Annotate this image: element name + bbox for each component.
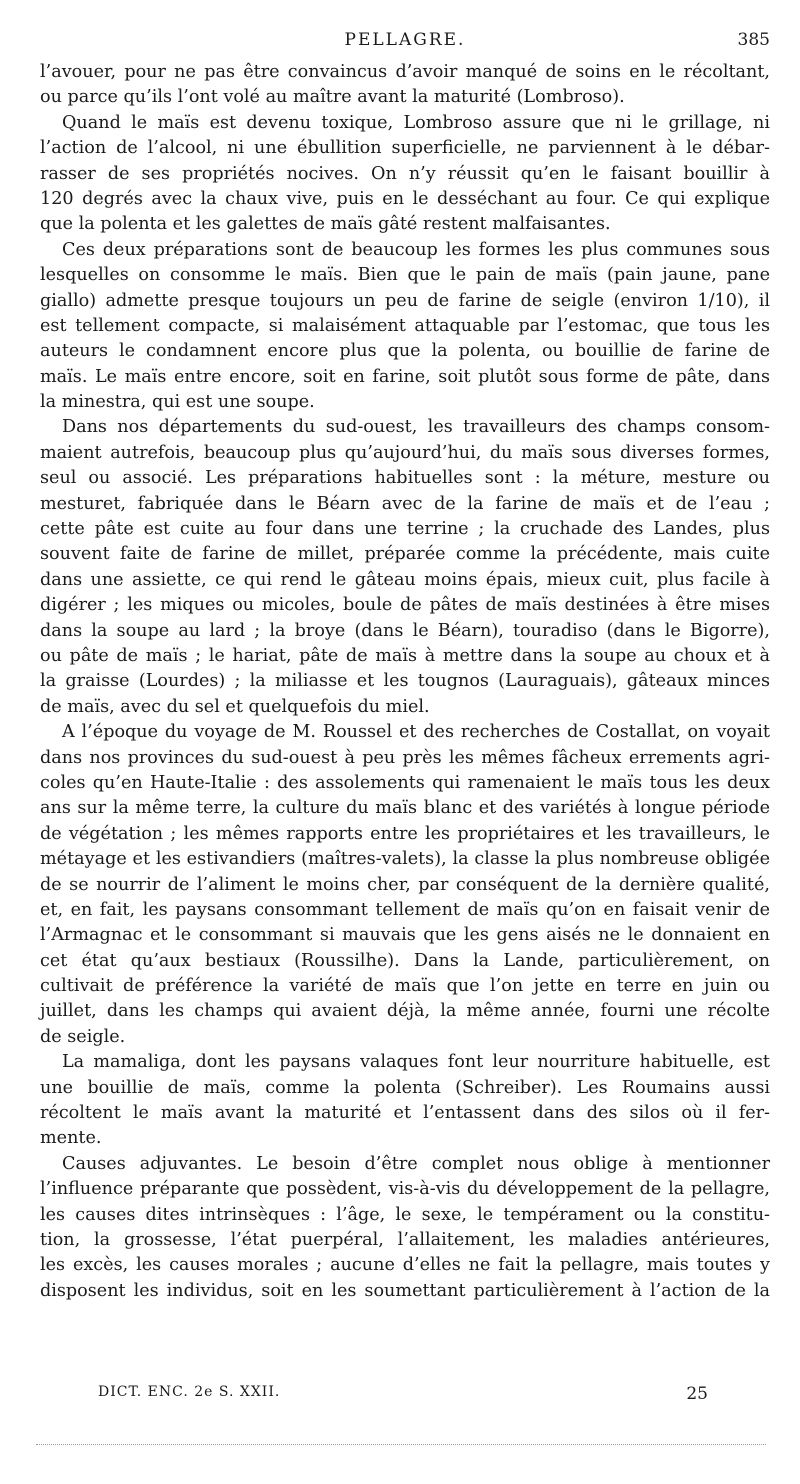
text-line: La mamaliga, dont les paysans valaques font leur nourriture habituelle, est (62, 1052, 770, 1073)
text-line: seul ou associé. Les préparations habituelles sont : la méture, mesture ou (40, 468, 770, 489)
text-line: de maïs, avec du sel et quelquefois du miel. (40, 696, 430, 717)
text-line: auteurs le condamnent encore plus que la polenta, ou bouillie de farine de (40, 341, 770, 362)
page-number: 385 (737, 30, 770, 50)
body-text (40, 60, 770, 1304)
text-line: les causes dites intrinsèques : l’âge, le sexe, le tempérament ou la constitu- (40, 1204, 770, 1225)
sheet-number: 25 (686, 1384, 708, 1404)
text-line: Causes adjuvantes. Le besoin d’être complet nous oblige à mentionner (62, 1153, 770, 1174)
text-line: récoltent le maïs avant la maturité et l’entassent dans des silos où il fer- (40, 1103, 770, 1124)
text-line: maïs. Le maïs entre encore, soit en farine, soit plutôt sous forme de pâte, dans (40, 366, 770, 387)
text-line: ans sur la même terre, la culture du maïs blanc et des variétés à longue période (40, 798, 770, 819)
text-line: métayage et les estivandiers (maîtres-valets), la classe la plus nombreuse obligée (40, 849, 770, 870)
text-line: coles qu’en Haute-Italie : des assolements qui ramenaient le maïs tous les deux (40, 772, 770, 793)
text-line: de seigle. (40, 1026, 126, 1047)
text-line: mente. (40, 1128, 102, 1149)
text-line: la minestra, qui est une soupe. (40, 392, 315, 413)
text-line: cet état qu’aux bestiaux (Roussilhe). Dans la Lande, particulièrement, on (40, 950, 770, 971)
text-line: ou parce qu’ils l’ont volé au maître avant la maturité (Lombroso). (40, 87, 625, 108)
text-line: une bouillie de maïs, comme la polenta (Schreiber). Les Roumains aussi (40, 1077, 770, 1098)
text-line: dans une assiette, ce qui rend le gâteau moins épais, mieux cuit, plus facile à (40, 569, 770, 590)
bottom-dotted-rule (36, 1444, 766, 1446)
text-line: rasser de ses propriétés nocives. On n’y réussit qu’en le faisant bouillir à (40, 163, 770, 184)
text-line: de végétation ; les mêmes rapports entre les propriétaires et les travailleurs, le (40, 823, 770, 844)
text-line: A l’époque du voyage de M. Roussel et des recherches de Costallat, on voyait (62, 722, 770, 743)
text-line: les excès, les causes morales ; aucune d’elles ne fait la pellagre, mais toutes y (40, 1255, 770, 1276)
text-line: l’Armagnac et le consommant si mauvais que les gens aisés ne le donnaient en (40, 925, 770, 946)
running-title: PELLAGRE. (344, 30, 466, 50)
text-line: lesquelles on consomme le maïs. Bien que le pain de maïs (pain jaune, pane (40, 265, 770, 286)
text-line: l’action de l’alcool, ni une ébullition superficielle, ne parviennent à le débar- (40, 138, 770, 159)
text-line: est tellement compacte, si malaisément attaquable par l’estomac, que tous les (40, 315, 770, 336)
signature-mark: DICT. ENC. 2e S. XXII. (98, 1384, 281, 1400)
text-line: mesturet, fabriquée dans le Béarn avec de la farine de maïs et de l’eau ; (40, 493, 770, 514)
text-line: et, en fait, les paysans consommant tellement de maïs qu’on en faisait venir de (40, 899, 770, 920)
text-line: 120 degrés avec la chaux vive, puis en le desséchant au four. Ce qui explique (40, 188, 770, 209)
text-line: souvent faite de farine de millet, préparée comme la précédente, mais cuite (40, 544, 770, 565)
text-line: l’avouer, pour ne pas être convaincus d’avoir manqué de soins en le récoltant, (40, 62, 770, 82)
text-line: tion, la grossesse, l’état puerpéral, l’allaitement, les maladies antérieures, (40, 1229, 770, 1250)
text-line: Dans nos départements du sud-ouest, les travailleurs des champs consom- (62, 417, 770, 438)
text-line: Ces deux préparations sont de beaucoup les formes les plus communes sous (62, 239, 770, 260)
page-footer (98, 1384, 708, 1406)
text-line: dans la soupe au lard ; la broye (dans le Béarn), touradiso (dans le Bigorre), (40, 620, 770, 641)
page-header (40, 30, 770, 56)
text-line: maient autrefois, beaucoup plus qu’aujourd’hui, du maïs sous diverses formes, (40, 442, 770, 463)
text-line: digérer ; les miques ou micoles, boule de pâtes de maïs destinées à être mises (40, 595, 770, 616)
text-line: disposent les individus, soit en les soumettant particulièrement à l’action de la (40, 1280, 770, 1301)
text-line: ou pâte de maïs ; le hariat, pâte de maïs à mettre dans la soupe au choux et à (40, 645, 770, 666)
text-line: que la polenta et les galettes de maïs gâté restent malfaisantes. (40, 214, 611, 235)
text-line: la graisse (Lourdes) ; la miliasse et les tougnos (Lauraguais), gâteaux minces (40, 671, 770, 692)
text-line: cultivait de préférence la variété de maïs que l’on jette en terre en juin ou (40, 976, 770, 997)
text-line: l’influence préparante que possèdent, vis-à-vis du développement de la pellagre, (40, 1179, 770, 1200)
text-line: dans nos provinces du sud-ouest à peu près les mêmes fâcheux errements agri- (40, 747, 770, 768)
text-line: giallo) admette presque toujours un peu de farine de seigle (environ 1/10), il (40, 290, 770, 311)
text-line: de se nourrir de l’aliment le moins cher, par conséquent de la dernière qualité, (40, 874, 770, 895)
text-line: Quand le maïs est devenu toxique, Lombroso assure que ni le grillage, ni (62, 112, 770, 133)
text-line: cette pâte est cuite au four dans une terrine ; la cruchade des Landes, plus (40, 519, 770, 540)
text-line: juillet, dans les champs qui avaient déjà, la même année, fourni une récolte (40, 1001, 770, 1022)
